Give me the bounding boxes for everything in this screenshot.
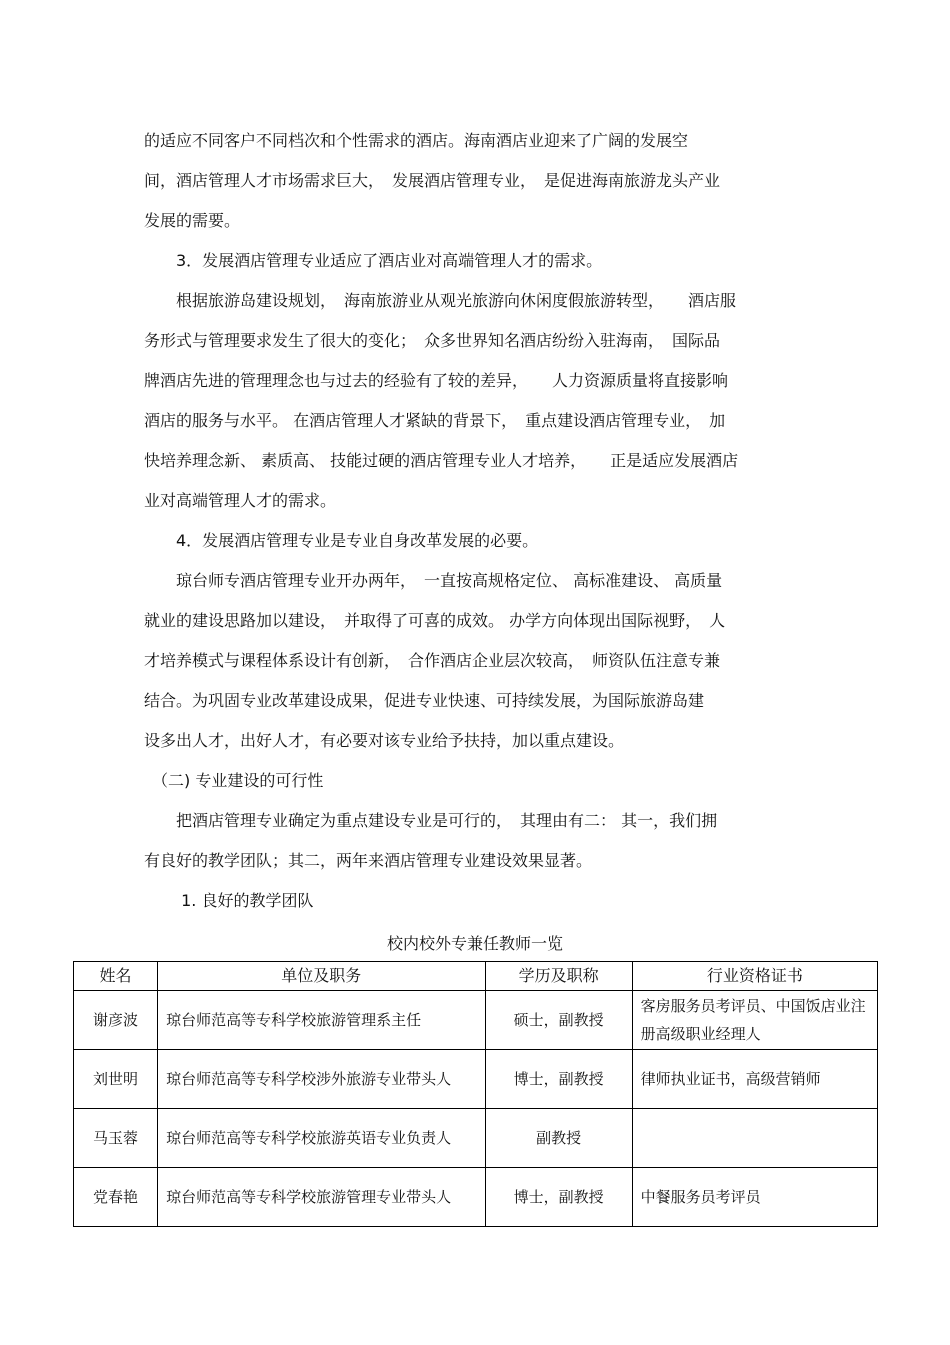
table-row	[74, 1109, 878, 1168]
cell-unit: 琼台师范高等专科学校旅游管理专业带头人	[158, 1168, 485, 1227]
header-education: 学历及职称	[485, 962, 632, 991]
cell-education: 博士，副教授	[485, 1168, 632, 1227]
cell-certificate: 客房服务员考评员、中国饭店业注册高级职业经理人	[632, 991, 877, 1050]
body-text-line: 间，酒店管理人才市场需求巨大， 发展酒店管理专业， 是促进海南旅游龙头产业	[144, 171, 721, 190]
body-text-line: 牌酒店先进的管理理念也与过去的经验有了较的差异， 人力资源质量将直接影响	[144, 371, 729, 390]
cell-name: 马玉蓉	[74, 1109, 158, 1168]
cell-unit: 琼台师范高等专科学校涉外旅游专业带头人	[158, 1050, 485, 1109]
cell-certificate: 中餐服务员考评员	[632, 1168, 877, 1227]
cell-education: 博士，副教授	[485, 1050, 632, 1109]
cell-certificate: 律师执业证书，高级营销师	[632, 1050, 877, 1109]
body-text-line: 酒店的服务与水平。 在酒店管理人才紧缺的背景下， 重点建设酒店管理专业， 加	[144, 411, 726, 430]
section-heading-feasibility: （二) 专业建设的可行性	[144, 771, 324, 790]
cell-unit: 琼台师范高等专科学校旅游管理系主任	[158, 991, 485, 1050]
cell-unit: 琼台师范高等专科学校旅游英语专业负责人	[158, 1109, 485, 1168]
cell-education: 硕士，副教授	[485, 991, 632, 1050]
table-row	[74, 1168, 878, 1227]
body-text-line: 琼台师专酒店管理专业开办两年， 一直按高规格定位、 高标准建设、 高质量	[144, 571, 723, 590]
body-text-line: 快培养理念新、 素质高、 技能过硬的酒店管理专业人才培养， 正是适应发展酒店	[144, 451, 739, 470]
table-row	[74, 991, 878, 1050]
body-text-line: 发展的需要。	[144, 211, 241, 230]
cell-name: 谢彦波	[74, 991, 158, 1050]
subheading-teaching-team: 1. 良好的教学团队	[144, 891, 314, 910]
body-text-line: 的适应不同客户不同档次和个性需求的酒店。海南酒店业迎来了广阔的发展空	[144, 131, 689, 150]
body-text-line: 把酒店管理专业确定为重点建设专业是可行的， 其理由有二： 其一，我们拥	[144, 811, 718, 830]
table-row	[74, 1050, 878, 1109]
body-text-line: 务形式与管理要求发生了很大的变化； 众多世界知名酒店纷纷入驻海南， 国际品	[144, 331, 721, 350]
body-text-line: 才培养模式与课程体系设计有创新， 合作酒店企业层次较高， 师资队伍注意专兼	[144, 651, 721, 670]
header-name: 姓名	[74, 962, 158, 991]
cell-education: 副教授	[485, 1109, 632, 1168]
body-text-line: 设多出人才，出好人才，有必要对该专业给予扶持，加以重点建设。	[144, 731, 625, 750]
body-text-line: 就业的建设思路加以建设， 并取得了可喜的成效。 办学方向体现出国际视野， 人	[144, 611, 726, 630]
cell-name: 刘世明	[74, 1050, 158, 1109]
header-certificate: 行业资格证书	[632, 962, 877, 991]
cell-certificate	[632, 1109, 877, 1168]
teacher-table	[73, 961, 878, 1227]
body-text-line: 业对高端管理人才的需求。	[144, 491, 337, 510]
body-text-line: 结合。为巩固专业改革建设成果，促进专业快速、可持续发展，为国际旅游岛建	[144, 691, 705, 710]
header-unit: 单位及职务	[158, 962, 485, 991]
section-heading-4: 4．发展酒店管理专业是专业自身改革发展的必要。	[144, 531, 539, 550]
section-heading-3: 3．发展酒店管理专业适应了酒店业对高端管理人才的需求。	[144, 251, 603, 270]
body-text-line: 有良好的教学团队；其二，两年来酒店管理专业建设效果显著。	[144, 851, 593, 870]
cell-name: 党春艳	[74, 1168, 158, 1227]
table-caption: 校内校外专兼任教师一览	[386, 934, 563, 953]
body-text-line: 根据旅游岛建设规划， 海南旅游业从观光旅游向休闲度假旅游转型， 酒店服	[144, 291, 737, 310]
table-header-row	[74, 962, 878, 991]
